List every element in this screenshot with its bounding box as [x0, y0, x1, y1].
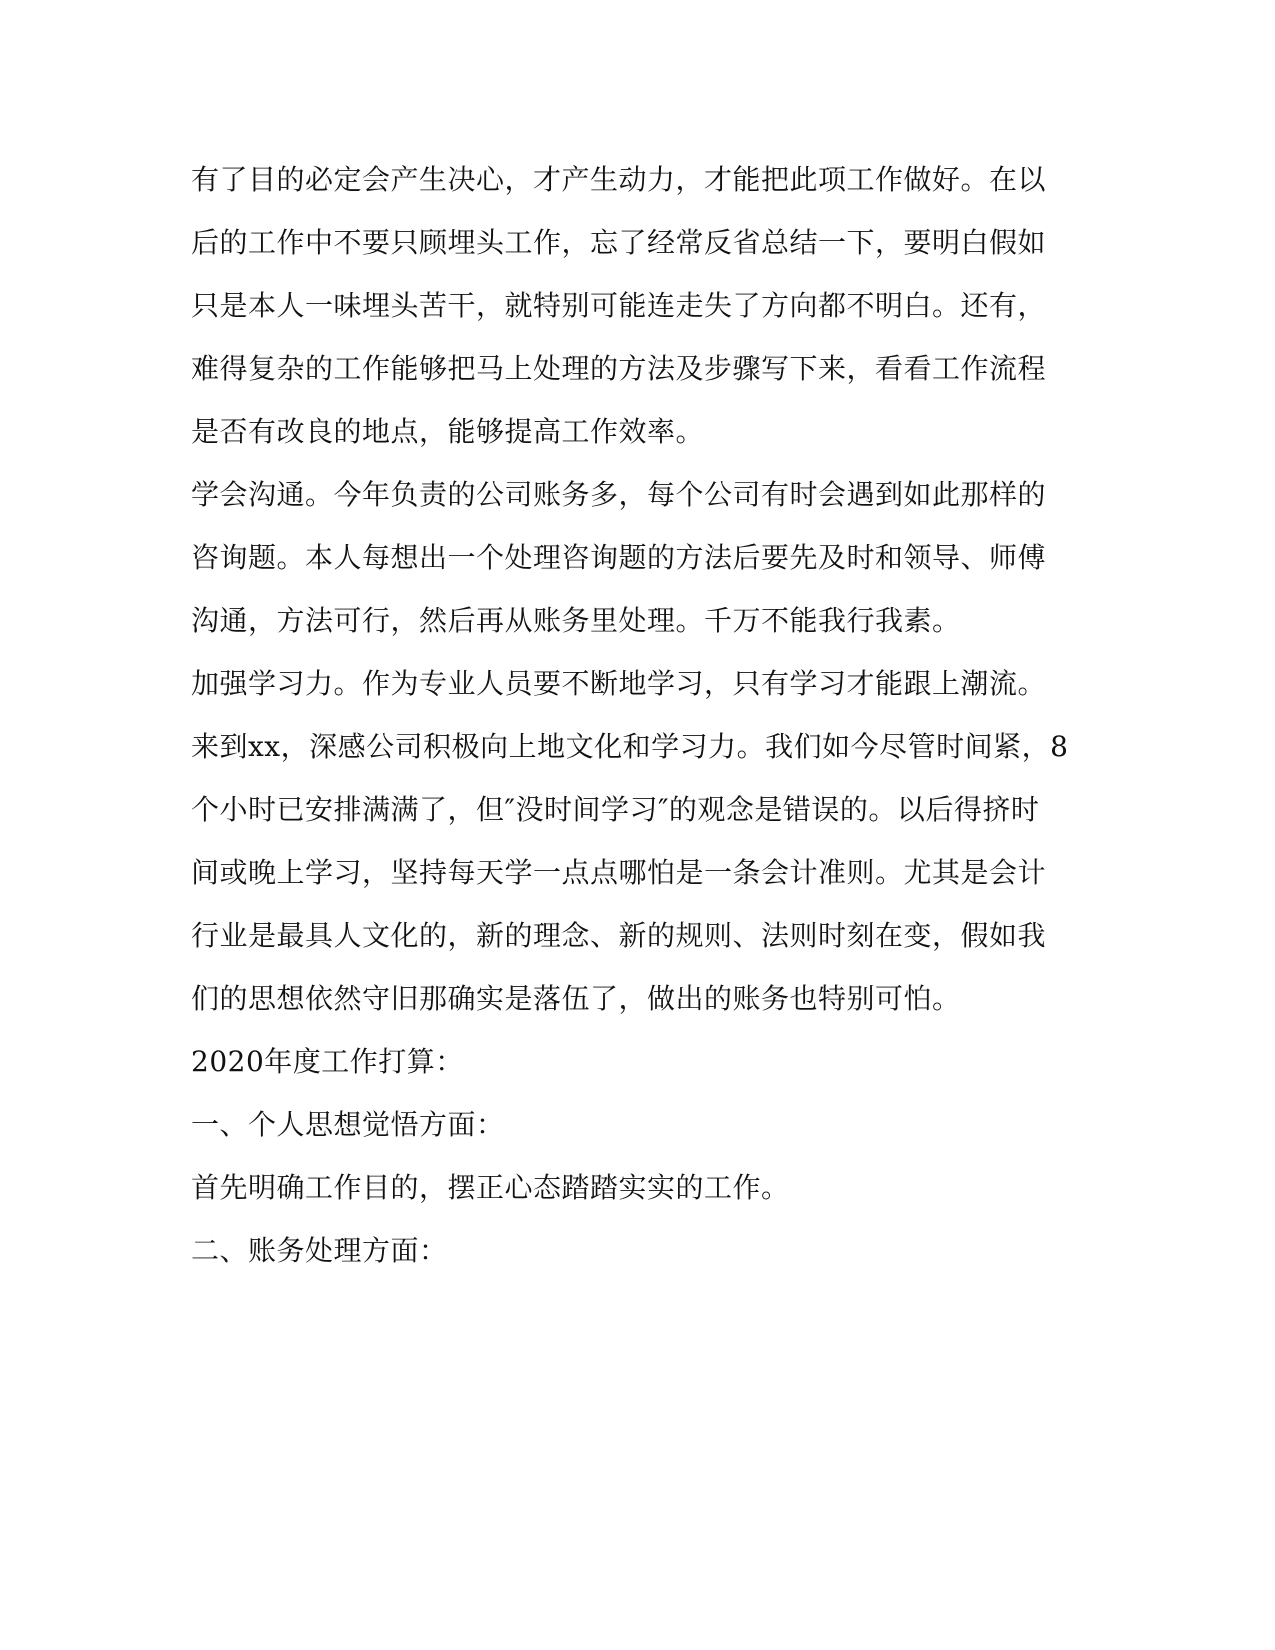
paragraph-line: 个小时已安排满满了，但″没时间学习″的观念是错误的。以后得挤时	[191, 793, 1040, 826]
paragraph-line: 加强学习力。作为专业人员要不断地学习，只有学习才能跟上潮流。	[191, 667, 1047, 700]
paragraph-line: 首先明确工作目的，摆正心态踏踏实实的工作。	[191, 1171, 790, 1204]
paragraph-line: 难得复杂的工作能够把马上处理的方法及步骤写下来，看看工作流程	[191, 352, 1047, 385]
section-heading: 一、个人思想觉悟方面：	[191, 1108, 505, 1141]
section-heading: 2020年度工作打算：	[191, 1045, 464, 1078]
paragraph-line: 学会沟通。今年负责的公司账务多，每个公司有时会遇到如此那样的	[191, 478, 1047, 511]
section-heading: 二、账务处理方面：	[191, 1234, 448, 1267]
paragraph-line: 间或晚上学习，坚持每天学一点点哪怕是一条会计准则。尤其是会计	[191, 856, 1047, 889]
paragraph-line: 后的工作中不要只顾埋头工作，忘了经常反省总结一下，要明白假如	[191, 226, 1047, 259]
paragraph-line: 是否有改良的地点，能够提高工作效率。	[191, 415, 705, 448]
paragraph-line: 沟通，方法可行，然后再从账务里处理。千万不能我行我素。	[191, 604, 961, 637]
paragraph-line: 行业是最具人文化的，新的理念、新的规则、法则时刻在变，假如我	[191, 919, 1047, 952]
paragraph-line: 有了目的必定会产生决心，才产生动力，才能把此项工作做好。在以	[191, 163, 1047, 196]
paragraph-line: 们的思想依然守旧那确实是落伍了，做出的账务也特别可怕。	[191, 982, 961, 1015]
paragraph-line: 来到xx，深感公司积极向上地文化和学习力。我们如今尽管时间紧，8	[191, 730, 1069, 763]
paragraph-line: 只是本人一味埋头苦干，就特别可能连走失了方向都不明白。还有，	[191, 289, 1047, 322]
paragraph-line: 咨询题。本人每想出一个处理咨询题的方法后要先及时和领导、师傅	[191, 541, 1047, 574]
